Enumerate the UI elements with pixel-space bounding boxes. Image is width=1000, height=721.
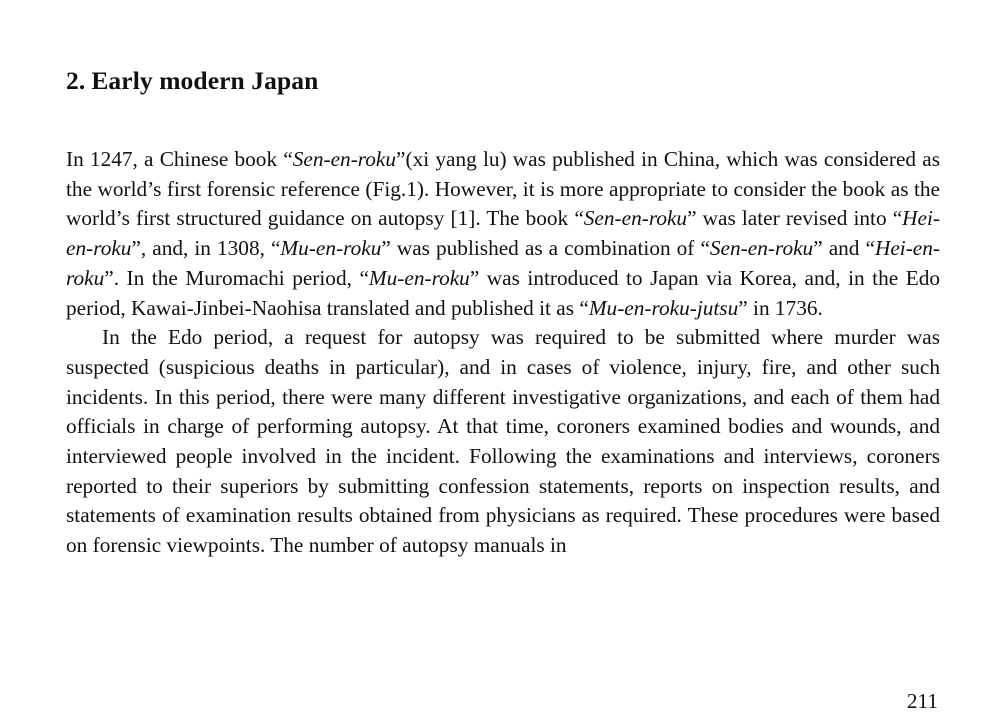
section-title: Early modern Japan <box>91 66 319 95</box>
section-number: 2. <box>66 66 86 95</box>
page-number: 211 <box>906 689 938 713</box>
paragraph-2: In the Edo period, a request for autopsy was required to be submitted where murder was suspected (suspicious deaths in particular), and in cases of violence, injury, fire, and other such incidents. In this period, there were many different investigative organizations, and each of them had officials in charge of performing autopsy. At that time, coroners examined bodies and wounds, and interviewed people involved in the incident. Following the examinations and interviews, coroners reported to their superiors by submitting confession statements, reports on inspection results, and statements of examination results obtained from physicians as required. These procedures were based on forensic viewpoints. The number of autopsy manuals in <box>66 325 940 558</box>
book-title-italic: Sen-en-roku <box>292 147 397 171</box>
text-run: ”, and, in 1308, “ <box>131 236 281 261</box>
text-run: ” was introduced to Japan via Korea, and, in the Edo period, Kawai-Jinbei-Naohisa translated and published it as “ <box>66 265 940 320</box>
book-title-italic: Sen-en-roku <box>583 206 688 231</box>
book-title-italic: Mu-en-roku <box>280 236 382 261</box>
text-run: ”. In the Muromachi period, “ <box>104 265 369 290</box>
book-title-italic: Hei-en-roku <box>66 236 940 290</box>
text-run: ” and “ <box>813 236 875 261</box>
text-run: ” was later revised into “ <box>687 206 903 231</box>
text-run: ” was published as a combination of “ <box>381 236 710 261</box>
book-title-italic: Mu-en-roku-jutsu <box>588 295 739 320</box>
paragraph-1 <box>66 145 940 323</box>
book-title-italic: Mu-en-roku <box>368 265 470 290</box>
text-run: ”(xi yang lu) was published in China, which was considered as the world’s first forensic reference (Fig.1). However, it is more appropriate to consider the book as the world’s first structured guidance on autopsy [1]. The book “ <box>66 147 941 231</box>
section-heading <box>66 66 318 96</box>
text-run: In 1247, a Chinese book “ <box>66 147 293 171</box>
book-title-italic: Hei-en-roku <box>66 206 941 261</box>
text-run: ” in 1736. <box>738 295 823 320</box>
book-title-italic: Sen-en-roku <box>709 236 814 261</box>
body-text <box>66 145 940 561</box>
